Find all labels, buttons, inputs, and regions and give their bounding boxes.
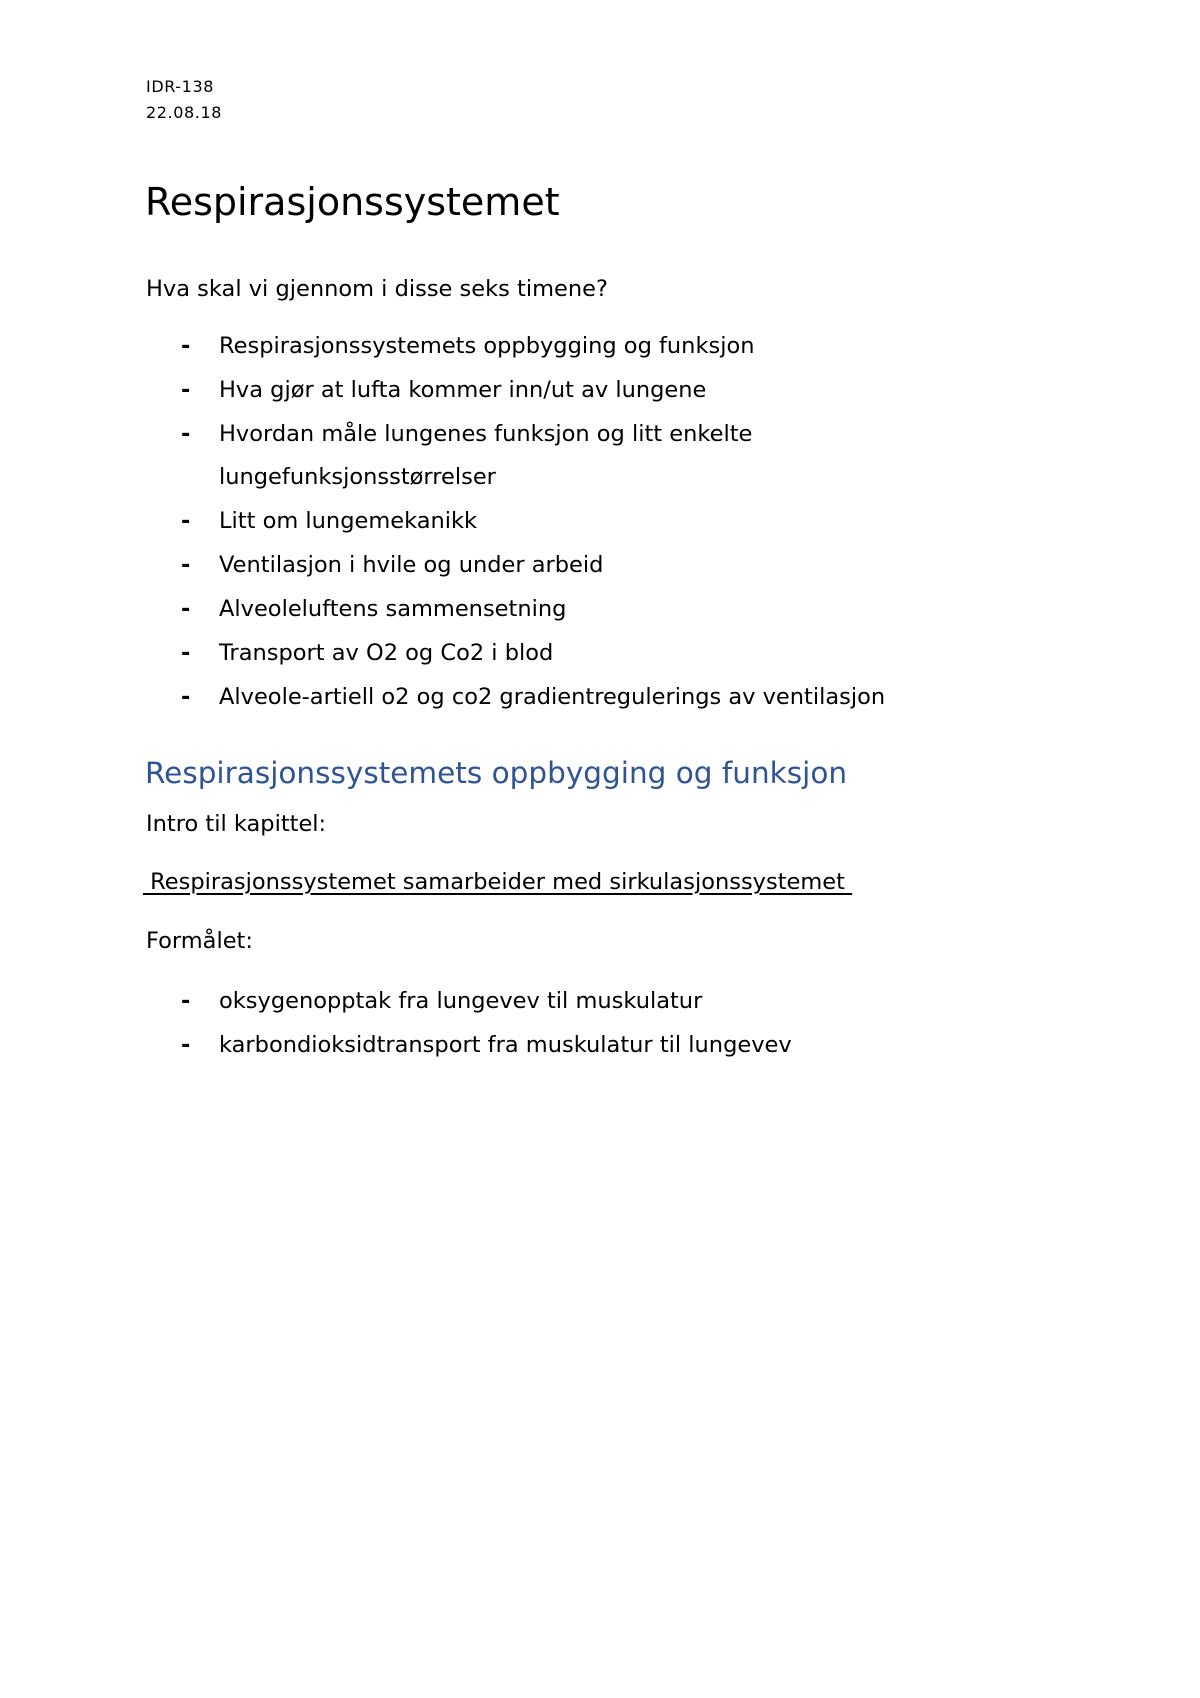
list-item	[181, 594, 567, 624]
bullet-dash: -	[181, 377, 191, 403]
list-item-text: Alveoleluftens sammensetning	[219, 596, 567, 622]
list-item-text: Ventilasjon i hvile og under arbeid	[219, 552, 604, 578]
bullet-dash: -	[181, 508, 191, 534]
list-item-text: Respirasjonssystemets oppbygging og funksjon	[219, 333, 755, 359]
bullet-dash: -	[181, 988, 191, 1014]
list-item-text: karbondioksidtransport fra muskulatur til lungevev	[219, 1032, 792, 1058]
list-item-text: Transport av O2 og Co2 i blod	[219, 640, 554, 666]
section-heading: Respirasjonssystemets oppbygging og funksjon	[145, 756, 848, 790]
bullet-dash: -	[181, 552, 191, 578]
list-item	[181, 331, 755, 361]
list-item-text: Hvordan måle lungenes funksjon og litt enkelte	[219, 421, 753, 447]
intro-label: Intro til kapittel:	[146, 811, 327, 837]
course-code: IDR-138	[146, 77, 215, 96]
page-title: Respirasjonssystemet	[145, 180, 560, 224]
intro-question: Hva skal vi gjennom i disse seks timene?	[146, 276, 608, 302]
list-item	[181, 550, 604, 580]
list-item	[181, 1030, 792, 1060]
list-item-continuation: lungefunksjonsstørrelser	[219, 464, 496, 490]
list-item-text: oksygenopptak fra lungevev til muskulatur	[219, 988, 703, 1014]
document-date: 22.08.18	[146, 103, 223, 122]
list-item	[181, 419, 753, 449]
bullet-dash: -	[181, 640, 191, 666]
list-item-text: Hva gjør at lufta kommer inn/ut av lungene	[219, 377, 707, 403]
list-item	[181, 506, 478, 536]
bullet-dash: -	[181, 421, 191, 447]
list-item	[181, 375, 707, 405]
list-item	[181, 986, 703, 1016]
underlined-statement	[143, 867, 852, 897]
list-item	[181, 682, 886, 712]
bullet-dash: -	[181, 684, 191, 710]
underlined-statement-text: Respirasjonssystemet samarbeider med sirkulasjonssystemet	[143, 869, 853, 895]
list-item-text: Alveole-artiell o2 og co2 gradientregulerings av ventilasjon	[219, 684, 886, 710]
list-item	[181, 638, 554, 668]
bullet-dash: -	[181, 1032, 191, 1058]
bullet-dash: -	[181, 596, 191, 622]
list-item-text: Litt om lungemekanikk	[219, 508, 478, 534]
purpose-label: Formålet:	[146, 928, 253, 954]
bullet-dash: -	[181, 333, 191, 359]
